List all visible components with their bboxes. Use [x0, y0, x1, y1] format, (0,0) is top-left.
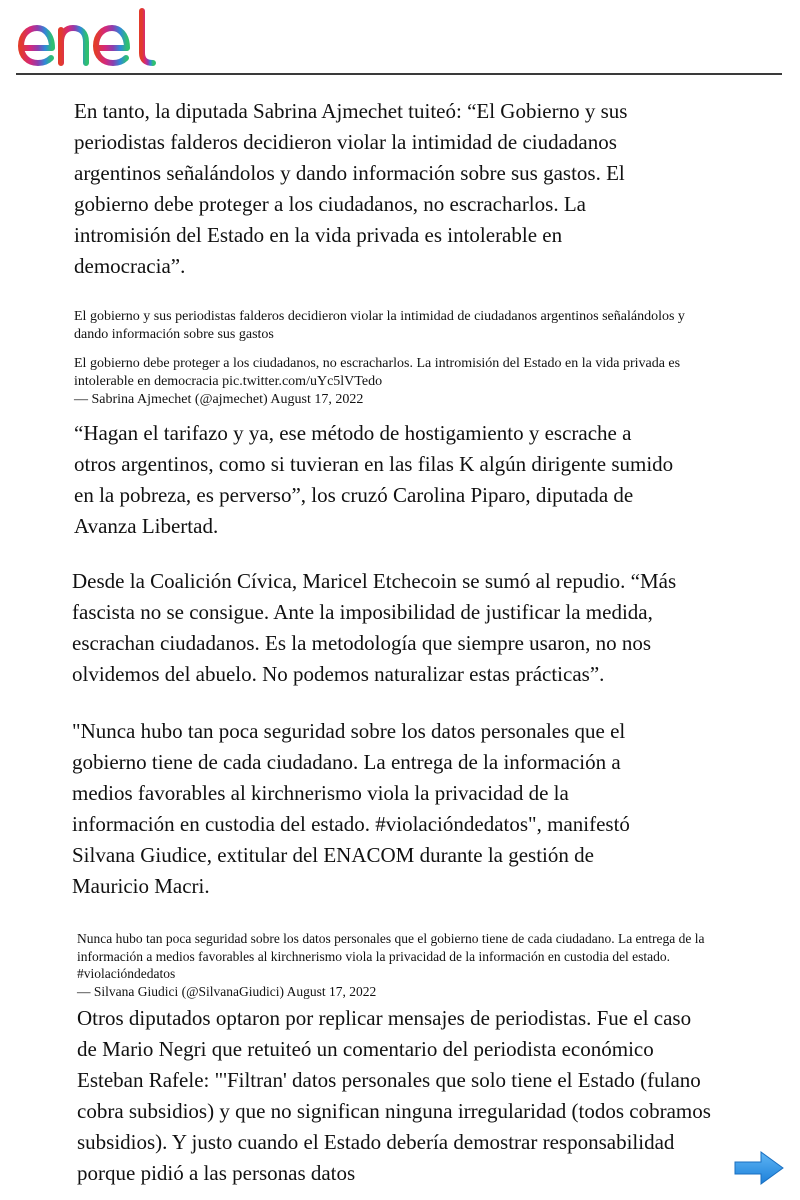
- tweet-attribution[interactable]: — Silvana Giudici (@SilvanaGiudici) August 17, 2022: [77, 983, 377, 999]
- tweet-text-line-1: El gobierno y sus periodistas falderos decidieron violar la intimidad de ciudadanos argentinos señalándolos y dando información sobre sus gastos: [74, 309, 685, 342]
- tweet-text-line-2: El gobierno debe proteger a los ciudadanos, no escracharlos. La intromisión del Estado en la vida privada es intolerable en democracia pic.twitter.com/uYc5lVTedo: [74, 356, 681, 389]
- embedded-tweet-ajmechet: [74, 308, 704, 409]
- tweet-text: Nunca hubo tan poca seguridad sobre los datos personales que el gobierno tiene de cada ciudadano. La entrega de la información a medios favorables al kirchnerismo viola la privacidad de la información en custodia del estado. #violacióndedatos: [77, 931, 705, 981]
- article-paragraph-2: “Hagan el tarifazo y ya, ese método de hostigamiento y escrache a otros argentinos, como si tuvieran en las filas K algún dirigente sumido en la pobreza, es perverso”, los cruzó Carolina Piparo, diputada de Avanza Libertad.: [74, 421, 674, 538]
- arrow-right-icon[interactable]: [733, 1150, 785, 1186]
- header: [0, 0, 800, 76]
- tweet-attribution[interactable]: — Sabrina Ajmechet (@ajmechet) August 17, 2022: [74, 392, 364, 407]
- article-paragraph-3: Desde la Coalición Cívica, Maricel Etchecoin se sumó al repudio. “Más fascista no se consigue. Ante la imposibilidad de justificar la medida, escrachan ciudadanos. Es la metodología que siempre usaron, no nos olvidemos del abuelo. No podemos naturalizar estas prácticas”.: [72, 569, 677, 686]
- article-paragraph-4: "Nunca hubo tan poca seguridad sobre los datos personales que el gobierno tiene de cada ciudadano. La entrega de la información a medios favorables al kirchnerismo viola la privacidad de la información en custodia del estado. #violacióndedatos", manifestó Silvana Giudice, extitular del ENACOM durante la gestión de Mauricio Macri.: [72, 719, 630, 898]
- header-divider: [16, 73, 782, 75]
- enel-logo[interactable]: [16, 8, 172, 68]
- article-paragraph-1: En tanto, la diputada Sabrina Ajmechet tuiteó: “El Gobierno y sus periodistas falderos decidieron violar la intimidad de ciudadanos argentinos señalándolos y dando información sobre sus gastos. El gobierno debe proteger a los ciudadanos, no escracharlos. La intromisión del Estado en la vida privada es intolerable en democracia”.: [74, 99, 628, 278]
- article-paragraph-5: Otros diputados optaron por replicar mensajes de periodistas. Fue el caso de Mario Negri que retuiteó un comentario del periodista económico Esteban Rafele: "'Filtran' datos personales que solo tiene el Estado (fulano cobra subsidios) y que no significan ninguna irregularidad (todos cobramos subsidios). Y justo cuando el Estado debería demostrar responsabilidad porque pidió a las personas datos: [77, 1006, 711, 1185]
- embedded-tweet-giudici: [77, 930, 707, 1000]
